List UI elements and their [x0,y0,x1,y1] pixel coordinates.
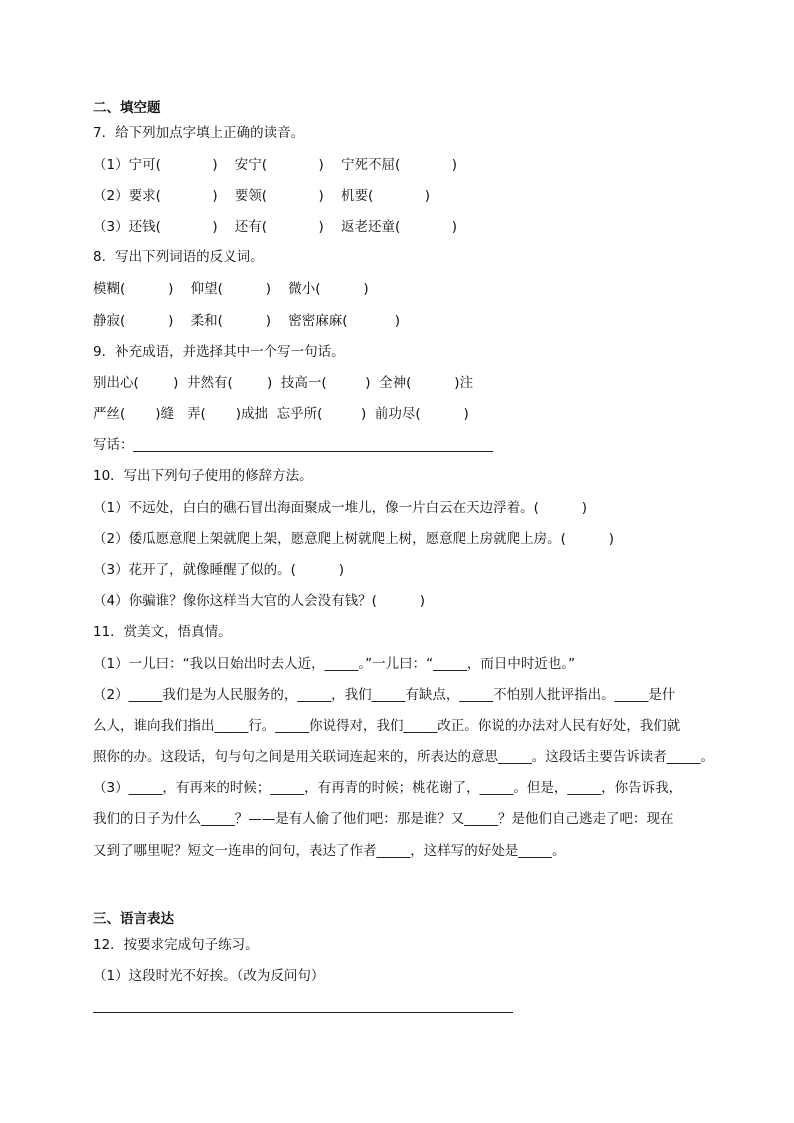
question-7-row-3: （3）还钱( ) 还有( ) 返老还童( ) [93,219,458,235]
question-9-write-label: 写话： [93,437,134,453]
question-11-passage-3-line-3: 又到了哪里呢？短文一连串的问句，表达了作者_____，这样写的好处是_____。 [93,843,566,859]
question-11-title: 11．赏美文，悟真情。 [93,624,232,640]
question-12-title: 12．按要求完成句子练习。 [93,937,259,953]
question-10-row-1: （1）不远处，白白的礁石冒出海面聚成一堆儿，像一片白云在天边浮着。( ) [93,500,588,516]
question-11-passage-2-line-3: 照你的办。这段话，句与句之间是用关联词连起来的，所表达的意思_____。这段话主要告诉读者_____。 [93,749,714,765]
question-8-row-1: 模糊( ) 仰望( ) 微小( ) [93,281,369,297]
question-9-row-1: 别出心( ) 井然有( ) 技高一( ) 全神( )注 [93,375,474,391]
question-8-row-2: 静寂( ) 柔和( ) 密密麻麻( ) [93,313,400,329]
question-11-passage-3-line-1: （3）_____，有再来的时候；_____，有再青的时候；桃花谢了，_____。但是，_____，你告诉我， [93,780,683,796]
question-12-row-1: （1）这段时光不好挨。（改为反问句） [93,968,325,984]
question-11-passage-3-line-2: 我们的日子为什么_____？——是有人偷了他们吧：那是谁？又_____？是他们自己逃走了吧：现在 [93,811,674,827]
section-language: 三、语言表达 [93,911,174,927]
question-11-passage-2-line-2: 么人，谁向我们指出_____行。_____你说得对，我们_____改正。你说的办法对人民有好处，我们就 [93,718,681,734]
question-10-row-2: （2）倭瓜愿意爬上架就爬上架，愿意爬上树就爬上树，愿意爬上房就爬上房。( ) [93,531,615,547]
write-answer-line[interactable] [133,451,493,452]
question-7-title: 7．给下列加点字填上正确的读音。 [93,125,305,141]
question-7-row-2: （2）要求( ) 要领( ) 机要( ) [93,188,431,204]
question-10-row-3: （3）花开了，就像睡醒了似的。( ) [93,562,345,578]
question-8-title: 8．写出下列词语的反义词。 [93,249,264,265]
q12-answer-line[interactable] [93,1012,513,1013]
question-9-row-2: 严丝( )缝 弄( )成拙 忘乎所( ) 前功尽( ) [93,406,469,422]
section-fill-blank: 二、填空题 [93,100,161,116]
question-10-title: 10．写出下列句子使用的修辞方法。 [93,468,313,484]
question-10-row-4: （4）你骗谁？像你这样当大官的人会没有钱？( ) [93,593,426,609]
question-11-passage-1: （1）一儿曰：“我以日始出时去人近，_____。”一儿曰：“_____，而日中时近也。” [93,656,576,672]
question-9-title: 9．补充成语，并选择其中一个写一句话。 [93,344,345,360]
question-7-row-1: （1）宁可( ) 安宁( ) 宁死不屈( ) [93,157,458,173]
question-11-passage-2-line-1: （2）_____我们是为人民服务的，_____，我们_____有缺点，_____不怕别人批评指出。_____是什 [93,687,676,703]
